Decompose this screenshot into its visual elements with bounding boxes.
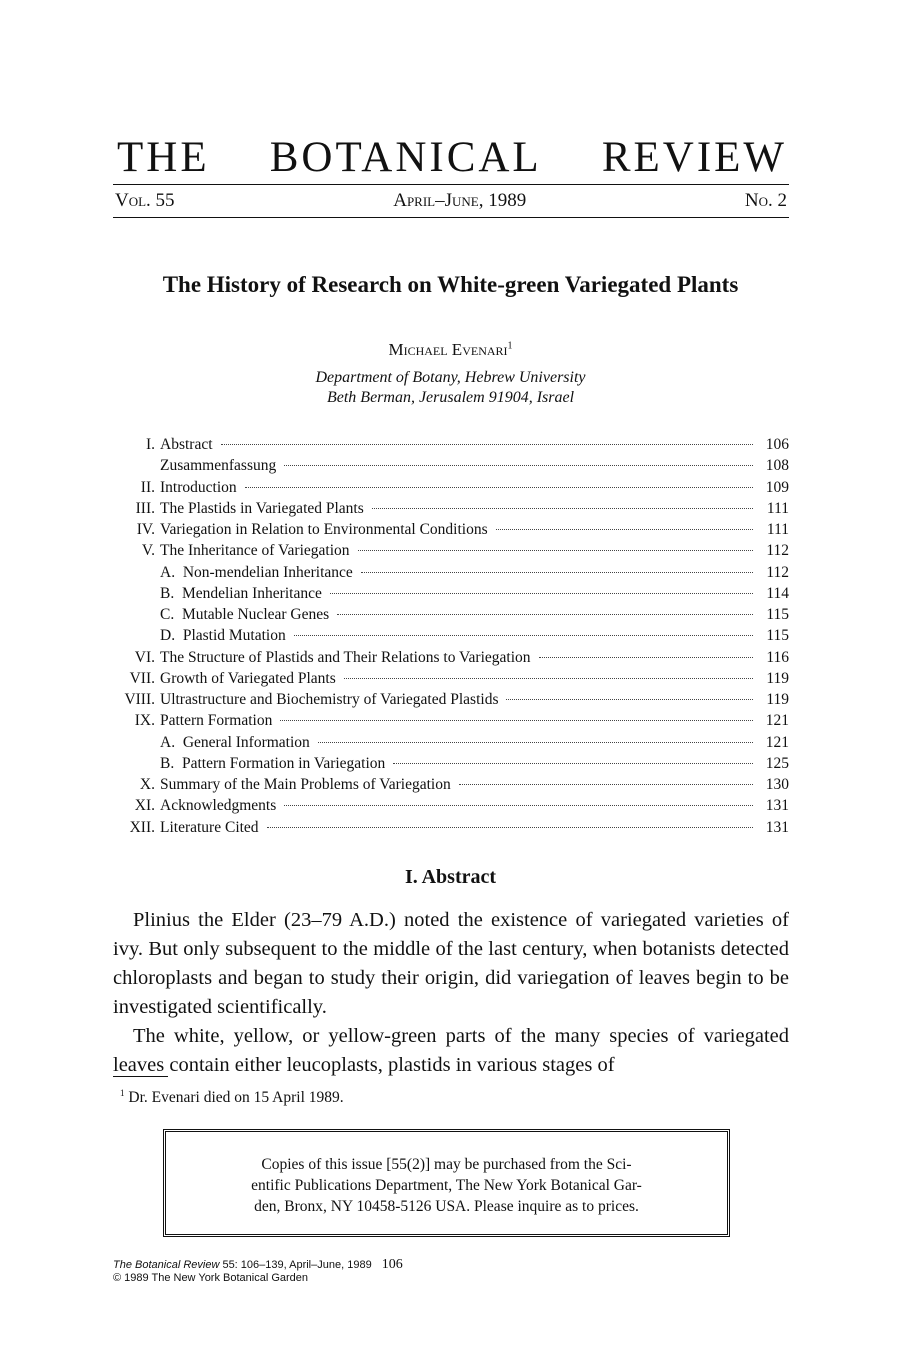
footnote [120, 1088, 344, 1107]
toc-entry-page: 130 [765, 776, 789, 793]
toc-dot-leader [221, 444, 753, 445]
toc-entry [113, 627, 789, 648]
toc-entry-title: The Structure of Plastids and Their Relations to Variegation [160, 648, 531, 666]
toc-dot-leader [330, 593, 753, 594]
toc-entry [113, 457, 789, 478]
volume-label: Vol. 55 [115, 190, 175, 211]
footnote-mark: 1 [120, 1088, 125, 1098]
toc-entry-title: Pattern Formation [160, 712, 273, 730]
toc-entry [113, 649, 789, 670]
toc-entry-title: The Inheritance of Variegation [160, 542, 350, 560]
issue-date: April–June, 1989 [393, 190, 527, 211]
purchase-notice-box [163, 1129, 730, 1237]
toc-entry-page: 115 [766, 627, 789, 645]
issue-bar [113, 184, 789, 218]
notice-line-2: entific Publications Department, The New York Botanical Gar- [251, 1177, 642, 1194]
toc-entry-page: 108 [765, 457, 789, 475]
toc-dot-leader [358, 550, 753, 551]
toc-entry-page: 119 [766, 669, 789, 687]
toc-entry-title: B. Mendelian Inheritance [160, 584, 322, 602]
citation-line [113, 1258, 403, 1272]
purchase-notice-text [166, 1154, 727, 1217]
toc-dot-leader [361, 572, 753, 573]
toc-dot-leader [284, 805, 753, 806]
toc-entry-page: 115 [766, 606, 789, 623]
page-number: 106 [381, 1257, 403, 1272]
toc-entry-title: Introduction [160, 478, 237, 496]
toc-entry-page: 111 [766, 521, 789, 538]
toc-entry [113, 479, 789, 500]
toc-entry-page: 109 [765, 478, 789, 496]
toc-entry-title: D. Plastid Mutation [160, 627, 286, 645]
toc-entry-title: Ultrastructure and Biochemistry of Variegated Plastids [160, 691, 499, 708]
toc-entry-page: 112 [766, 542, 789, 560]
toc-entry-title: Literature Cited [160, 818, 259, 836]
toc-entry-number: V. [141, 542, 155, 560]
toc-entry-title: B. Pattern Formation in Variegation [160, 754, 386, 772]
toc-entry-page: 131 [765, 818, 789, 836]
author-name-text: Michael Evenari [388, 340, 508, 359]
toc-entry [113, 564, 789, 585]
toc-entry [113, 542, 789, 563]
article-title: The History of Research on White-green Variegated Plants [162, 272, 739, 297]
abstract-paragraph-1: Plinius the Elder (23–79 A.D.) noted the existence of variegated varieties of ivy. But only subsequent to the middle of the last century, when botanists detected chloroplasts and began to study their origin, did variegation of leaves begin to be investigated scientifically. [113, 909, 789, 1018]
toc-dot-leader [284, 465, 753, 466]
author-affiliation [0, 368, 901, 408]
toc-entry [113, 585, 789, 606]
toc-entry-title: Acknowledgments [160, 797, 277, 815]
toc-dot-leader [539, 657, 754, 658]
toc-entry [113, 819, 789, 840]
toc-entry-page: 121 [765, 712, 789, 730]
affiliation-line-1: Department of Botany, Hebrew University [315, 369, 586, 386]
toc-dot-leader [459, 784, 753, 785]
toc-entry-page: 119 [766, 691, 789, 708]
notice-line-3: den, Bronx, NY 10458-5126 USA. Please inquire as to prices. [254, 1198, 639, 1215]
toc-entry-page: 116 [766, 648, 789, 666]
toc-entry-title: Zusammenfassung [160, 457, 277, 475]
abstract-body [113, 906, 789, 1080]
toc-dot-leader [506, 699, 753, 700]
toc-dot-leader [267, 827, 753, 828]
toc-dot-leader [344, 678, 753, 679]
toc-entry [113, 500, 789, 521]
toc-entry-page: 111 [766, 499, 789, 517]
toc-dot-leader [337, 614, 753, 615]
toc-entry-page: 121 [765, 733, 789, 751]
toc-entry-number: XII. [129, 818, 155, 836]
toc-entry-number: VIII. [124, 691, 155, 708]
toc-dot-leader [318, 742, 753, 743]
toc-dot-leader [245, 487, 753, 488]
toc-entry-number: I. [145, 436, 155, 453]
toc-entry [113, 797, 789, 818]
toc-entry-title: Abstract [160, 436, 213, 453]
toc-entry [113, 734, 789, 755]
toc-entry-page: 131 [765, 797, 789, 815]
author-footnote-mark: 1 [507, 340, 513, 352]
citation-journal: The Botanical Review [113, 1259, 220, 1271]
toc-dot-leader [496, 529, 753, 530]
toc-entry-number: III. [135, 499, 155, 517]
toc-dot-leader [393, 763, 753, 764]
affiliation-line-2: Beth Berman, Jerusalem 91904, Israel [326, 389, 575, 406]
toc-entry [113, 436, 789, 457]
toc-entry-number: II. [140, 478, 155, 496]
toc-entry-title: A. General Information [160, 733, 310, 751]
toc-entry-title: The Plastids in Variegated Plants [160, 499, 364, 517]
footnote-text: Dr. Evenari died on 15 April 1989. [124, 1089, 344, 1107]
toc-entry [113, 606, 789, 627]
citation-footer [113, 1258, 403, 1285]
journal-title-word-2: BOTANICAL [269, 133, 542, 181]
author-name [0, 340, 901, 360]
toc-dot-leader [372, 508, 753, 509]
toc-entry [113, 521, 789, 542]
toc-entry-number: IX. [134, 712, 155, 730]
table-of-contents [113, 436, 789, 840]
toc-entry-number: VI. [134, 648, 155, 666]
toc-entry [113, 712, 789, 733]
toc-entry-page: 114 [766, 584, 789, 602]
journal-title-word-3: REVIEW [601, 133, 787, 181]
toc-entry-number: XI. [134, 797, 155, 815]
toc-dot-leader [280, 720, 753, 721]
toc-entry-title: Variegation in Relation to Environmental Conditions [160, 521, 488, 538]
toc-entry [113, 691, 789, 712]
journal-title-word-1: THE [117, 133, 210, 181]
toc-entry [113, 776, 789, 797]
toc-entry [113, 670, 789, 691]
journal-title [117, 133, 787, 181]
toc-entry-number: IV. [136, 521, 155, 538]
copyright-line: © 1989 The New York Botanical Garden [113, 1272, 309, 1284]
toc-entry-number: VII. [129, 669, 155, 687]
citation-details: 55: 106–139, April–June, 1989 [219, 1259, 372, 1271]
toc-entry-page: 106 [765, 436, 789, 453]
toc-entry-number: X. [139, 776, 155, 793]
toc-entry-page: 112 [766, 563, 789, 581]
toc-entry-title: Summary of the Main Problems of Variegation [160, 776, 451, 793]
toc-dot-leader [294, 635, 753, 636]
abstract-heading: I. Abstract [404, 866, 497, 888]
toc-entry-title: Growth of Variegated Plants [160, 669, 336, 687]
footnote-rule [113, 1076, 168, 1077]
abstract-paragraph-2: The white, yellow, or yellow-green parts of the many species of variegated leaves contain either leucoplasts, plastids in various stages of [113, 1025, 789, 1076]
toc-entry-page: 125 [765, 754, 789, 772]
notice-line-1: Copies of this issue [55(2)] may be purchased from the Sci- [261, 1156, 632, 1173]
toc-entry-title: C. Mutable Nuclear Genes [160, 606, 330, 623]
toc-entry [113, 755, 789, 776]
issue-number: No. 2 [744, 190, 787, 211]
toc-entry-title: A. Non-mendelian Inheritance [160, 563, 353, 581]
